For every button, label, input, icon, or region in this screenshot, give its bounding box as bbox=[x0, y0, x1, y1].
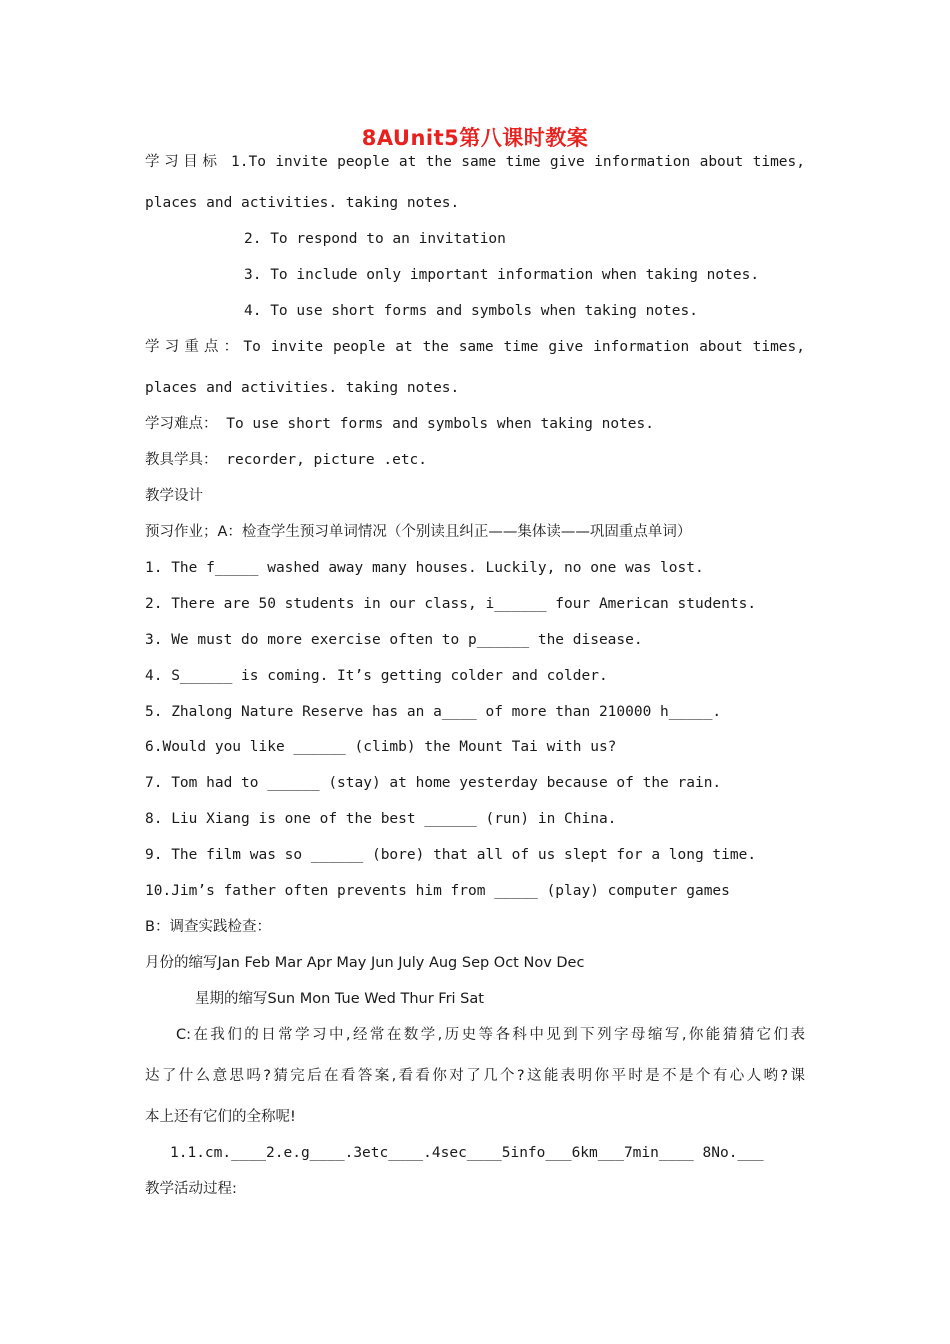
exercise-item: 10.Jim’s father often prevents him from _____ (play) computer games bbox=[145, 883, 730, 899]
exercise-item: 6.Would you like ______ (climb) the Mount Tai with us? bbox=[145, 739, 617, 755]
exercise-item: 4. S______ is coming. It’s getting colder and colder. bbox=[145, 668, 608, 684]
objectives-line-1 bbox=[145, 153, 805, 171]
objective-3: 3. To include only important information when taking notes. bbox=[244, 267, 760, 283]
exercise-item: 2. There are 50 students in our class, i______ four American students. bbox=[145, 596, 757, 612]
difficulty-label: 学习难点： bbox=[145, 416, 218, 432]
tools-text: recorder, picture .etc. bbox=[226, 452, 428, 468]
process-heading: 教学活动过程: bbox=[145, 1181, 237, 1197]
key-points-line-1 bbox=[145, 338, 805, 356]
weekday-abbreviations: 星期的缩写Sun Mon Tue Wed Thur Fri Sat bbox=[195, 991, 484, 1007]
document-title: 8AUnit5第八课时教案 bbox=[361, 126, 589, 150]
exercise-item: 7. Tom had to ______ (stay) at home yesterday because of the rain. bbox=[145, 775, 722, 791]
exercise-item: 8. Liu Xiang is one of the best ______ (run) in China. bbox=[145, 811, 617, 827]
section-c-line-1: C:在我们的日常学习中,经常在数学,历史等各科中见到下列字母缩写,你能猜猜它们表 bbox=[176, 1027, 805, 1043]
months-abbreviations: 月份的缩写Jan Feb Mar Apr May Jun July Aug Sep Oct Nov Dec bbox=[145, 955, 585, 971]
preview-heading: 预习作业；A：检查学生预习单词情况（个别读且纠正——集体读——巩固重点单词） bbox=[145, 524, 692, 540]
difficulty-line bbox=[145, 415, 654, 433]
tools-line bbox=[145, 451, 427, 469]
exercise-item: 5. Zhalong Nature Reserve has an a____ of more than 210000 h_____. bbox=[145, 704, 722, 720]
objective-4: 4. To use short forms and symbols when taking notes. bbox=[244, 303, 698, 319]
design-heading: 教学设计 bbox=[145, 488, 203, 504]
objective-2: 2. To respond to an invitation bbox=[244, 231, 506, 247]
objective-1-part-1: 1.To invite people at the same time give information about times, bbox=[231, 154, 806, 170]
key-points-text-2: places and activities. taking notes. bbox=[145, 380, 460, 396]
key-points-text-1: To invite people at the same time give information about times, bbox=[243, 339, 805, 355]
section-c-line-3: 本上还有它们的全称呢! bbox=[145, 1109, 296, 1125]
key-points-label: 学习重点： bbox=[145, 339, 244, 355]
section-c-line-2: 达了什么意思吗?猜完后在看答案,看看你对了几个?这能表明你平时是不是个有心人哟?课 bbox=[145, 1068, 805, 1084]
objective-1-part-2: places and activities. taking notes. bbox=[145, 195, 460, 211]
section-b-heading: B：调查实践检查： bbox=[145, 919, 271, 935]
difficulty-text: To use short forms and symbols when taking notes. bbox=[226, 416, 654, 432]
exercise-item: 3. We must do more exercise often to p______ the disease. bbox=[145, 632, 643, 648]
tools-label: 教具学具： bbox=[145, 452, 218, 468]
exercise-item: 9. The film was so ______ (bore) that all of us slept for a long time. bbox=[145, 847, 757, 863]
abbreviations-quiz: 1.1.cm.____2.e.g____.3etc____.4sec____5info___6km___7min____ 8No.___ bbox=[170, 1145, 764, 1161]
exercise-item: 1. The f_____ washed away many houses. Luckily, no one was lost. bbox=[145, 560, 704, 576]
objectives-label: 学习目标 bbox=[145, 154, 222, 170]
